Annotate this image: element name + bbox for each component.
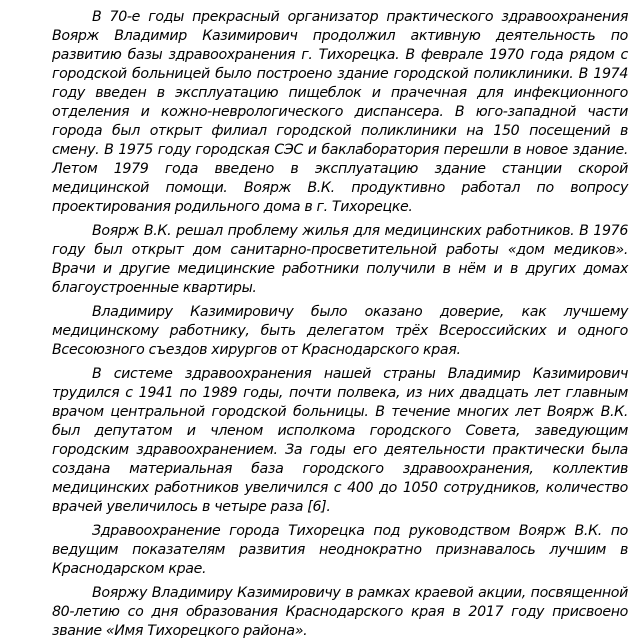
paragraph-3: Владимиру Казимировичу было оказано доверие, как лучшему медицинскому работнику, быть делегатом трёх Всероссийских и одного Всесоюзного съездов хирургов от Краснодарского края.	[52, 304, 628, 358]
paragraph-2: Воярж В.К. решал проблему жилья для медицинских работников. В 1976 году был открыт дом санитарно-просветительной работы «дом медиков». Врачи и другие медицинские работники получили в нём и в других домах благоустроенные квартиры.	[52, 223, 628, 296]
paragraph-1: В 70-е годы прекрасный организатор практического здравоохранения Воярж Владимир Казимирович продолжил активную деятельность по развитию базы здравоохранения г. Тихорецка. В феврале 1970 года рядом с городской больницей было построено здание городской поликлиники. В 1974 году введен в эксплуатацию пищеблок и прачечная для инфекционного отделения и кожно-неврологического диспансера. В юго-западной части города был открыт филиал городской поликлиники на 150 посещений в смену. В 1975 году городская СЭС и баклаборатория перешли в новое здание. Летом 1979 года введено в эксплуатацию здание станции скорой медицинской помощи. Воярж В.К. продуктивно работал по вопросу проектирования родильного дома в г. Тихорецке.	[52, 9, 628, 215]
paragraph-5: Здравоохранение города Тихорецка под руководством Воярж В.К. по ведущим показателям развития неоднократно признавалось лучшим в Краснодарском крае.	[52, 523, 628, 577]
paragraph-4: В системе здравоохранения нашей страны Владимир Казимирович трудился с 1941 по 1989 годы, почти полвека, из них двадцать лет главным врачом центральной городской больницы. В течение многих лет Воярж В.К. был депутатом и членом исполкома городского Совета, заведующим городским здравоохранением. За годы его деятельности практически была создана материальная база городского здравоохранения, коллектив медицинских работников увеличился с 400 до 1050 сотрудников, количество врачей увеличилось в четыре раза [6].	[52, 366, 628, 515]
paragraph-6: Вояржу Владимиру Казимировичу в рамках краевой акции, посвященной 80-летию со дня образования Краснодарского края в 2017 году присвоено звание «Имя Тихорецкого района».	[52, 585, 628, 639]
